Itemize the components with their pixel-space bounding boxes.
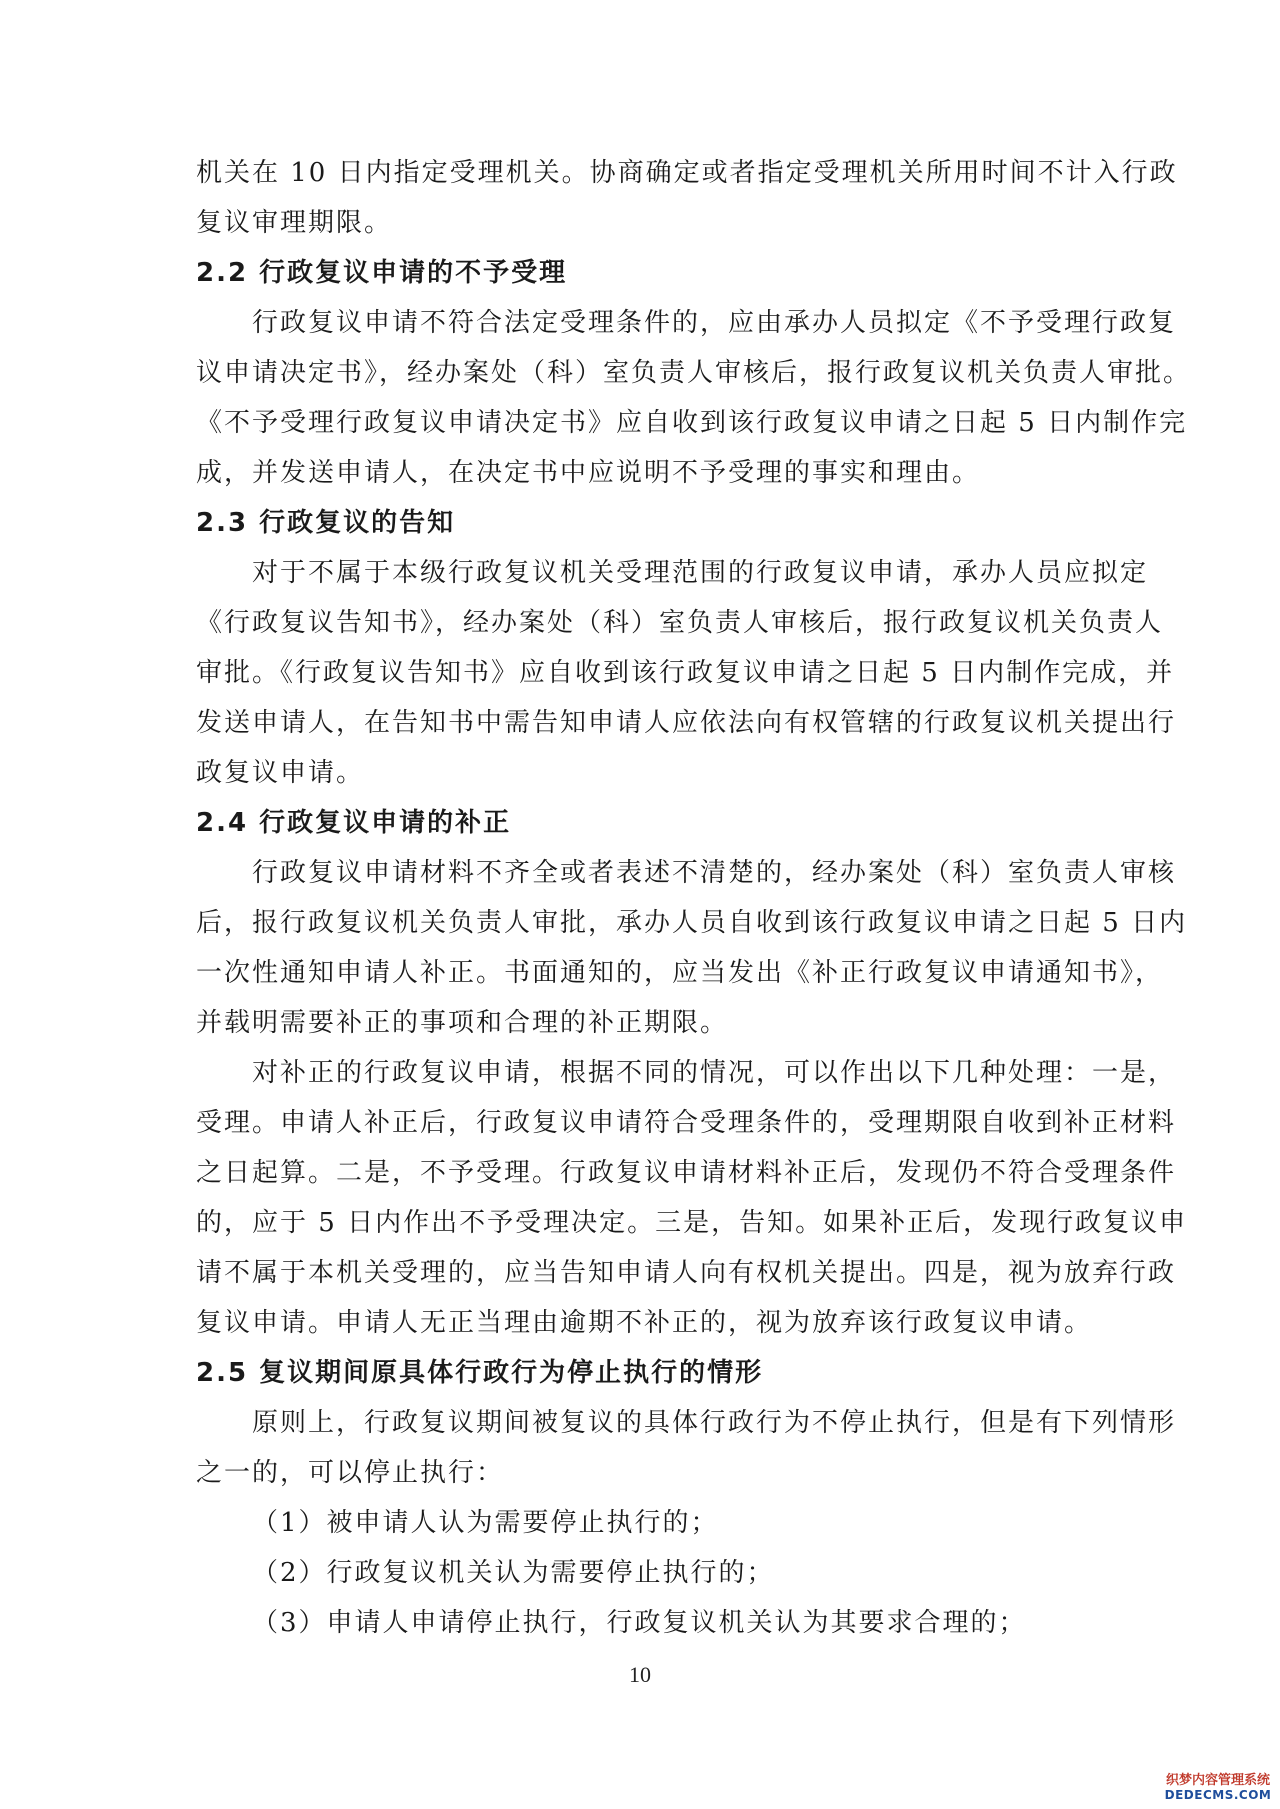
paragraph-line: 政复议申请。 [196, 758, 365, 788]
paragraph-line: 对于不属于本级行政复议机关受理范围的行政复议申请，承办人员应拟定 [252, 558, 1149, 588]
paragraph-line: 发送申请人，在告知书中需告知申请人应依法向有权管辖的行政复议机关提出行 [196, 708, 1177, 738]
section-heading-2-4: 2.4 行政复议申请的补正 [196, 808, 512, 838]
paragraph-line: 之日起算。二是，不予受理。行政复议申请材料补正后，发现仍不符合受理条件 [196, 1158, 1177, 1188]
paragraph-line: 《行政复议告知书》，经办案处（科）室负责人审核后，报行政复议机关负责人 [196, 608, 1164, 638]
list-item: （3）申请人申请停止执行，行政复议机关认为其要求合理的； [252, 1608, 1027, 1638]
paragraph-line: 机关在 10 日内指定受理机关。协商确定或者指定受理机关所用时间不计入行政 [196, 158, 1178, 188]
section-heading-2-2: 2.2 行政复议申请的不予受理 [196, 258, 568, 288]
paragraph-line: 后，报行政复议机关负责人审批，承办人员自收到该行政复议申请之日起 5 日内 [196, 908, 1188, 938]
paragraph-line: 原则上，行政复议期间被复议的具体行政行为不停止执行，但是有下列情形 [252, 1408, 1177, 1438]
paragraph-line: 复议申请。申请人无正当理由逾期不补正的，视为放弃该行政复议申请。 [196, 1308, 1093, 1338]
paragraph-line: 议申请决定书》，经办案处（科）室负责人审核后，报行政复议机关负责人审批。 [196, 358, 1192, 388]
list-item: （2）行政复议机关认为需要停止执行的； [252, 1558, 775, 1588]
paragraph-line: 复议审理期限。 [196, 208, 393, 238]
paragraph-line: 《不予受理行政复议申请决定书》应自收到该行政复议申请之日起 5 日内制作完 [196, 408, 1188, 438]
paragraph-line: 审批。《行政复议告知书》应自收到该行政复议申请之日起 5 日内制作完成，并 [196, 658, 1175, 688]
paragraph-line: 并载明需要补正的事项和合理的补正期限。 [196, 1008, 729, 1038]
section-heading-2-5: 2.5 复议期间原具体行政行为停止执行的情形 [196, 1358, 764, 1388]
paragraph-line: 对补正的行政复议申请，根据不同的情况，可以作出以下几种处理：一是， [252, 1058, 1177, 1088]
paragraph-line: 的，应于 5 日内作出不予受理决定。三是，告知。如果补正后，发现行政复议申 [196, 1208, 1188, 1238]
paragraph-line: 行政复议申请材料不齐全或者表述不清楚的，经办案处（科）室负责人审核 [252, 858, 1177, 888]
document-body [196, 148, 1192, 1648]
watermark-text-en: DEDECMS.COM [1164, 1788, 1272, 1803]
paragraph-line: 行政复议申请不符合法定受理条件的，应由承办人员拟定《不予受理行政复 [252, 308, 1177, 338]
watermark-text-cn: 织梦内容管理系统 [1165, 1773, 1270, 1789]
paragraph-line: 请不属于本机关受理的，应当告知申请人向有权机关提出。四是，视为放弃行政 [196, 1258, 1177, 1288]
watermark-logo [1164, 1774, 1272, 1803]
section-heading-2-3: 2.3 行政复议的告知 [196, 508, 456, 538]
paragraph-line: 一次性通知申请人补正。书面通知的，应当发出《补正行政复议申请通知书》， [196, 958, 1164, 988]
page-number: 10 [629, 1662, 651, 1687]
paragraph-line: 受理。申请人补正后，行政复议申请符合受理条件的，受理期限自收到补正材料 [196, 1108, 1177, 1138]
paragraph-line: 之一的，可以停止执行： [196, 1458, 505, 1488]
list-item: （1）被申请人认为需要停止执行的； [252, 1508, 719, 1538]
paragraph-line: 成，并发送申请人，在决定书中应说明不予受理的事实和理由。 [196, 458, 981, 488]
